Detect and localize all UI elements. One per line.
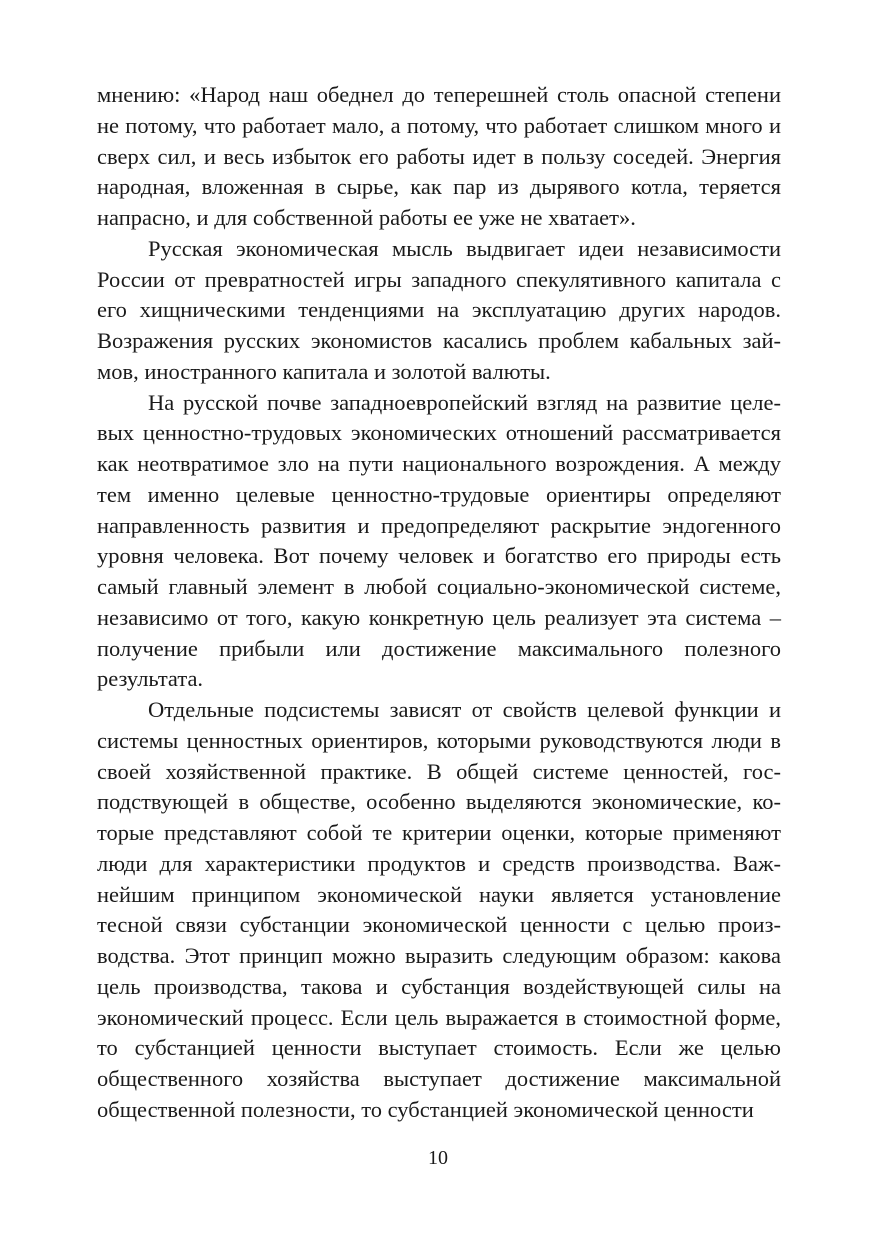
paragraph-3: На русской почве западноевропейский взгляд на развитие целевых ценностно-трудовых экономических отношений рассматривается как неотвратимое зло на пути национального возрождения. А между тем именно целевые ценностно-трудовые ориентиры определяют направленность развития и предопределяют раскрытие эндогенного уровня человека. Вот почему человек и богатство его природы есть самый главный элемент в любой социально-экономической системе, независимо от того, какую конкретную цель реализует эта система – получение прибыли или достижение максимального полезного результата. bbox=[97, 389, 781, 692]
paragraph-4: Отдельные подсистемы зависят от свойств целевой функции и системы ценностных ориентиров, которыми руководствуются люди в своей хозяйственной практике. В общей системе ценностей, господствующей в обществе, особенно выделяются экономические, которые представляют собой те критерии оценки, которые применяют люди для характеристики продуктов и средств производства. Важнейшим принципом экономической науки является установление тесной связи субстанции экономической ценности с целью производства. Этот принцип можно выразить следующим образом: какова цель производства, такова и субстанция воздействующей силы на экономический процесс. Если цель выражается в стоимостной форме, то субстанцией ценности выступает стоимость. Если же целью общественного хозяйства выступает достижение максимальной общественной полезности, то субстанцией экономической ценности bbox=[97, 697, 781, 1122]
body-text bbox=[97, 80, 781, 1126]
paragraph-1: мнению: «Народ наш обеднел до теперешней столь опасной степени не потому, что работает мало, а потому, что работает слишком много и сверх сил, и весь избыток его работы идет в пользу соседей. Энергия народная, вложенная в сырье, как пар из дырявого котла, теряется напрасно, и для собственной работы ее уже не хватает». bbox=[97, 82, 781, 230]
page-number: 10 bbox=[428, 1147, 448, 1169]
paragraph-2: Русская экономическая мысль выдвигает идеи независимости России от превратностей игры западного спекулятивного капитала с его хищническими тенденциями на эксплуатацию других народов. Возражения русских экономистов касались проблем кабальных займов, иностранного капитала и золотой валюты. bbox=[97, 235, 781, 384]
